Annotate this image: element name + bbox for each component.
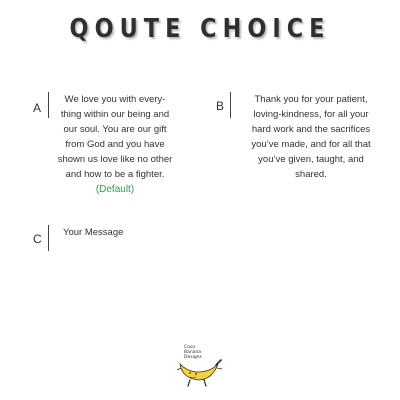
quote-line: from God and you have (65, 139, 165, 150)
option-divider-c (48, 225, 49, 251)
option-letter-b: B (216, 99, 225, 113)
quote-line: you’ve made, and for all that (251, 139, 371, 150)
logo-text-line: Designs (184, 355, 202, 360)
quote-line: thing within our being and (60, 109, 170, 120)
logo-text-line: Banana (184, 350, 202, 355)
default-label: (Default) (95, 184, 135, 195)
custom-message-label: Your Message (63, 227, 124, 238)
quote-line: shown us love like no other (57, 154, 173, 165)
quote-line: our soul. You are our gift (63, 124, 167, 135)
quote-text-a (54, 92, 176, 197)
quote-line: you’ve given, taught, and (258, 154, 364, 165)
page-title: QOUTE CHOICE (69, 14, 331, 44)
quote-line: loving-kindness, for all your (253, 109, 369, 120)
option-divider-b (230, 92, 231, 118)
logo-text-line: Coco (184, 345, 196, 350)
quote-line: Thank you for your patient, (254, 94, 368, 105)
option-divider-a (48, 92, 49, 118)
quote-text-c (63, 225, 213, 240)
option-letter-a: A (33, 101, 42, 115)
quote-line: hard work and the sacrifices (251, 124, 371, 135)
banana-character-icon (176, 340, 224, 388)
quote-line: shared. (295, 169, 327, 180)
quote-text-b (240, 92, 382, 182)
option-letter-c: C (33, 232, 42, 246)
brand-logo (176, 340, 224, 388)
quote-line: We love you with every- (64, 94, 166, 105)
quote-line: and how to be a fighter. (65, 169, 165, 180)
